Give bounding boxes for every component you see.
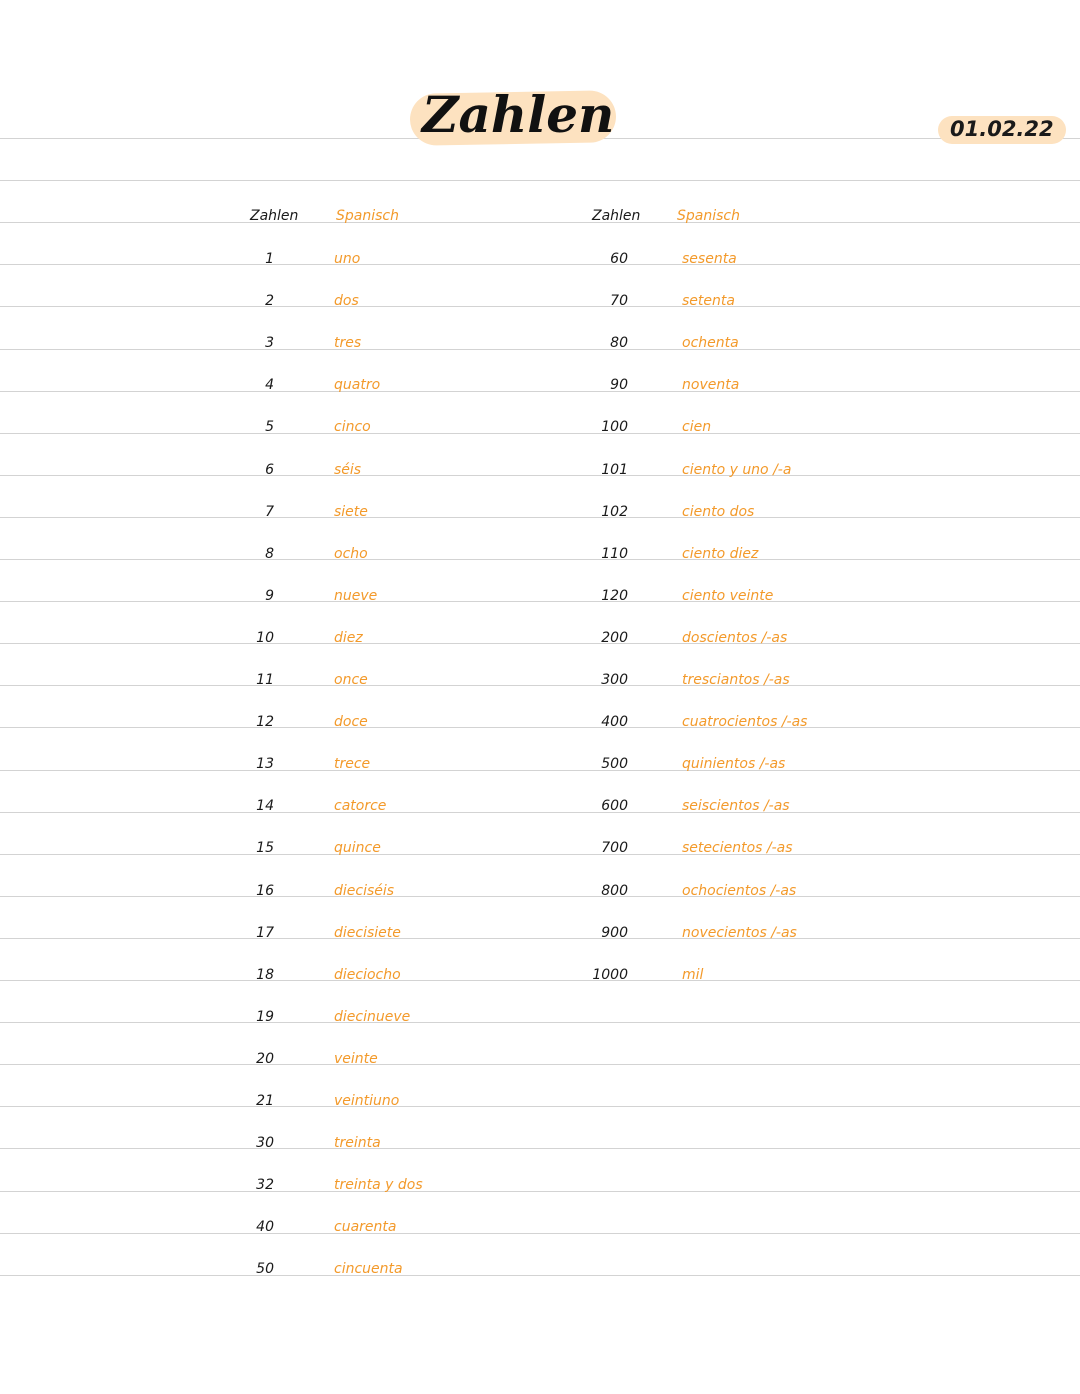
spanish-word-cell: mil bbox=[682, 967, 704, 983]
number-cell: 80 bbox=[610, 335, 628, 351]
number-cell: 70 bbox=[610, 293, 628, 309]
ruled-line bbox=[0, 854, 1080, 855]
spanish-word-cell: treinta y dos bbox=[334, 1177, 423, 1193]
spanish-word-cell: ochenta bbox=[682, 335, 739, 351]
number-cell: 120 bbox=[601, 588, 628, 604]
spanish-word-cell: quince bbox=[334, 840, 381, 856]
ruled-line bbox=[0, 601, 1080, 602]
ruled-line bbox=[0, 1148, 1080, 1149]
spanish-word-cell: cinco bbox=[334, 419, 371, 435]
spanish-word-cell: diecisiete bbox=[334, 925, 401, 941]
number-cell: 60 bbox=[610, 251, 628, 267]
spanish-word-cell: ochocientos /-as bbox=[682, 883, 797, 899]
number-cell: 400 bbox=[601, 714, 628, 730]
ruled-line bbox=[0, 1191, 1080, 1192]
number-cell: 200 bbox=[601, 630, 628, 646]
spanish-word-cell: tres bbox=[334, 335, 362, 351]
ruled-line bbox=[0, 643, 1080, 644]
ruled-line bbox=[0, 264, 1080, 265]
ruled-line bbox=[0, 980, 1080, 981]
spanish-word-cell: setenta bbox=[682, 293, 735, 309]
page-date bbox=[938, 112, 1066, 146]
spanish-word-cell: ocho bbox=[334, 546, 368, 562]
number-cell: 12 bbox=[256, 714, 274, 730]
number-cell: 1000 bbox=[592, 967, 628, 983]
number-cell: 2 bbox=[265, 293, 274, 309]
number-cell: 21 bbox=[256, 1093, 274, 1109]
spanish-word-cell: catorce bbox=[334, 798, 387, 814]
spanish-word-cell: doscientos /-as bbox=[682, 630, 788, 646]
spanish-word-cell: diez bbox=[334, 630, 363, 646]
spanish-word-cell: ciento diez bbox=[682, 546, 759, 562]
ruled-line bbox=[0, 1275, 1080, 1276]
number-cell: 19 bbox=[256, 1009, 274, 1025]
ruled-line bbox=[0, 475, 1080, 476]
ruled-line bbox=[0, 349, 1080, 350]
number-cell: 102 bbox=[601, 504, 628, 520]
spanish-word-cell: novecientos /-as bbox=[682, 925, 797, 941]
number-cell: 101 bbox=[601, 462, 628, 478]
column-header-word: Spanisch bbox=[677, 208, 740, 224]
column-header-number: Zahlen bbox=[592, 208, 641, 224]
number-cell: 300 bbox=[601, 672, 628, 688]
spanish-word-cell: trece bbox=[334, 756, 371, 772]
number-cell: 9 bbox=[265, 588, 274, 604]
number-cell: 16 bbox=[256, 883, 274, 899]
spanish-word-cell: sesenta bbox=[682, 251, 737, 267]
ruled-line bbox=[0, 306, 1080, 307]
ruled-line bbox=[0, 896, 1080, 897]
spanish-word-cell: quinientos /-as bbox=[682, 756, 786, 772]
spanish-word-cell: quatro bbox=[334, 377, 381, 393]
ruled-line bbox=[0, 812, 1080, 813]
spanish-word-cell: once bbox=[334, 672, 368, 688]
spanish-word-cell: uno bbox=[334, 251, 361, 267]
ruled-line bbox=[0, 727, 1080, 728]
number-cell: 3 bbox=[265, 335, 274, 351]
spanish-word-cell: dos bbox=[334, 293, 359, 309]
number-cell: 6 bbox=[265, 462, 274, 478]
spanish-word-cell: veintiuno bbox=[334, 1093, 400, 1109]
spanish-word-cell: dieciséis bbox=[334, 883, 395, 899]
ruled-line bbox=[0, 433, 1080, 434]
number-cell: 500 bbox=[601, 756, 628, 772]
spanish-word-cell: cuatrocientos /-as bbox=[682, 714, 808, 730]
number-cell: 5 bbox=[265, 419, 274, 435]
spanish-word-cell: doce bbox=[334, 714, 368, 730]
number-cell: 30 bbox=[256, 1135, 274, 1151]
spanish-word-cell: tresciantos /-as bbox=[682, 672, 790, 688]
ruled-line bbox=[0, 685, 1080, 686]
ruled-line bbox=[0, 1233, 1080, 1234]
ruled-line bbox=[0, 180, 1080, 181]
page-title bbox=[410, 82, 620, 148]
ruled-line bbox=[0, 517, 1080, 518]
number-cell: 50 bbox=[256, 1261, 274, 1277]
number-cell: 20 bbox=[256, 1051, 274, 1067]
spanish-word-cell: séis bbox=[334, 462, 362, 478]
spanish-word-cell: noventa bbox=[682, 377, 740, 393]
number-cell: 18 bbox=[256, 967, 274, 983]
number-cell: 32 bbox=[256, 1177, 274, 1193]
spanish-word-cell: veinte bbox=[334, 1051, 378, 1067]
spanish-word-cell: diecinueve bbox=[334, 1009, 411, 1025]
date-text: 01.02.22 bbox=[950, 117, 1054, 141]
number-cell: 100 bbox=[601, 419, 628, 435]
ruled-line bbox=[0, 559, 1080, 560]
spanish-word-cell: nueve bbox=[334, 588, 378, 604]
ruled-line bbox=[0, 1022, 1080, 1023]
spanish-word-cell: ciento y uno /-a bbox=[682, 462, 792, 478]
number-cell: 15 bbox=[256, 840, 274, 856]
number-cell: 90 bbox=[610, 377, 628, 393]
ruled-line bbox=[0, 1064, 1080, 1065]
number-cell: 10 bbox=[256, 630, 274, 646]
spanish-word-cell: ciento veinte bbox=[682, 588, 774, 604]
number-cell: 7 bbox=[265, 504, 274, 520]
number-cell: 900 bbox=[601, 925, 628, 941]
column-header-word: Spanisch bbox=[336, 208, 399, 224]
number-cell: 600 bbox=[601, 798, 628, 814]
number-cell: 17 bbox=[256, 925, 274, 941]
spanish-word-cell: siete bbox=[334, 504, 368, 520]
ruled-line bbox=[0, 770, 1080, 771]
number-cell: 13 bbox=[256, 756, 274, 772]
spanish-word-cell: treinta bbox=[334, 1135, 381, 1151]
number-cell: 110 bbox=[601, 546, 628, 562]
number-cell: 40 bbox=[256, 1219, 274, 1235]
ruled-line bbox=[0, 391, 1080, 392]
spanish-word-cell: ciento dos bbox=[682, 504, 755, 520]
number-cell: 4 bbox=[265, 377, 274, 393]
spanish-word-cell: setecientos /-as bbox=[682, 840, 793, 856]
column-header-number: Zahlen bbox=[250, 208, 299, 224]
ruled-line bbox=[0, 222, 1080, 223]
spanish-word-cell: cuarenta bbox=[334, 1219, 397, 1235]
spanish-word-cell: cien bbox=[682, 419, 712, 435]
title-text: Zahlen bbox=[422, 85, 615, 144]
number-cell: 800 bbox=[601, 883, 628, 899]
number-cell: 8 bbox=[265, 546, 274, 562]
spanish-word-cell: cincuenta bbox=[334, 1261, 403, 1277]
ruled-line bbox=[0, 938, 1080, 939]
number-cell: 700 bbox=[601, 840, 628, 856]
number-cell: 1 bbox=[265, 251, 274, 267]
number-cell: 11 bbox=[256, 672, 274, 688]
spanish-word-cell: seiscientos /-as bbox=[682, 798, 790, 814]
ruled-line bbox=[0, 1106, 1080, 1107]
spanish-word-cell: dieciocho bbox=[334, 967, 401, 983]
number-cell: 14 bbox=[256, 798, 274, 814]
